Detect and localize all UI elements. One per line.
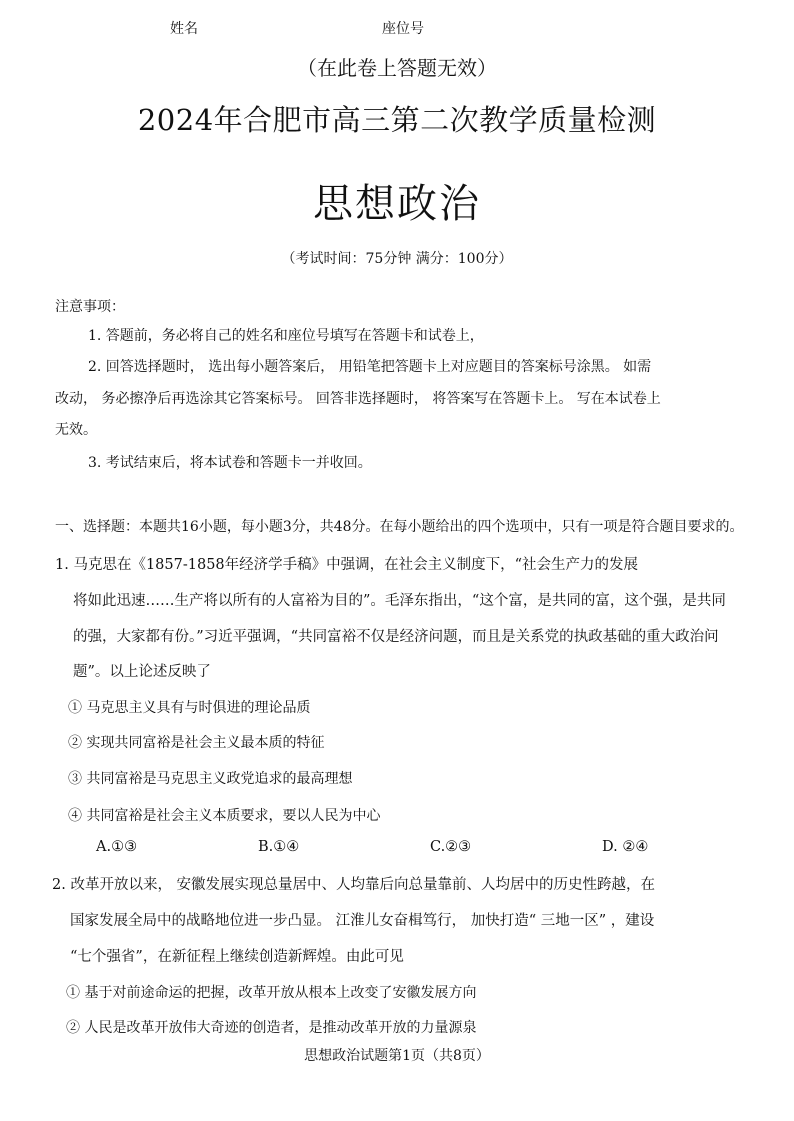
page-footer: 思想政治试题第1页（共8页） bbox=[304, 1048, 490, 1064]
q1-stem-line-4: 题”。以上论述反映了 bbox=[73, 664, 211, 680]
q2-stem-line-3: “七个强省”，在新征程上继续创造新辉煌。由此可见 bbox=[70, 949, 404, 965]
invalid-notice: （在此卷上答题无效） bbox=[297, 56, 497, 80]
q1-choice-c: C.②③ bbox=[430, 839, 472, 855]
instruction-item-2-line-2: 改动， 务必擦净后再选涂其它答案标号。 回答非选择题时， 将答案写在答题卡上。 写在本试卷上 bbox=[55, 391, 661, 407]
instruction-item-3: 3. 考试结束后，将本试卷和答题卡一并收回。 bbox=[88, 455, 372, 471]
q2-stem-line-2: 国家发展全局中的战略地位进一步凸显。 江淮儿女奋楫笃行， 加快打造“ 三地一区” ，建设 bbox=[70, 913, 655, 929]
instruction-item-2-line-3: 无效。 bbox=[55, 422, 97, 438]
q1-stem-line-1: 1. 马克思在《1857-1858年经济学手稿》中强调，在社会主义制度下，“社会生产力的发展 bbox=[55, 557, 639, 573]
subject-title: 思想政治 bbox=[313, 181, 481, 227]
q1-choice-b: B.①④ bbox=[258, 839, 300, 855]
q1-option-2: ② 实现共同富裕是社会主义最本质的特征 bbox=[68, 735, 325, 751]
seat-label: 座位号 bbox=[382, 21, 424, 37]
section-heading: 一、选择题：本题共16小题，每小题3分，共48分。在每小题给出的四个选项中，只有一项是符合题目要求的。 bbox=[55, 519, 744, 535]
exam-title: 2024年合肥市高三第二次教学质量检测 bbox=[137, 103, 657, 137]
q2-option-2: ② 人民是改革开放伟大奇迹的创造者，是推动改革开放的力量源泉 bbox=[66, 1020, 477, 1036]
q1-option-3: ③ 共同富裕是马克思主义政党追求的最高理想 bbox=[68, 771, 353, 787]
q2-option-1: ① 基于对前途命运的把握，改革开放从根本上改变了安徽发展方向 bbox=[66, 985, 477, 1001]
q1-option-4: ④ 共同富裕是社会主义本质要求，要以人民为中心 bbox=[68, 808, 381, 824]
q1-choice-d: D. ②④ bbox=[602, 839, 649, 855]
q1-choice-a: A.①③ bbox=[96, 839, 138, 855]
instructions-heading: 注意事项： bbox=[55, 299, 125, 315]
instruction-item-1: 1. 答题前，务必将自己的姓名和座位号填写在答题卡和试卷上， bbox=[88, 328, 484, 344]
q2-stem-line-1: 2. 改革开放以来， 安徽发展实现总量居中、人均靠后向总量靠前、人均居中的历史性跨越，在 bbox=[52, 877, 656, 893]
q1-stem-line-2: 将如此迅速……生产将以所有的人富裕为目的”。毛泽东指出，“这个富，是共同的富，这个强，是共同 bbox=[73, 593, 726, 609]
instruction-item-2-line-1: 2. 回答选择题时， 选出每小题答案后， 用铅笔把答题卡上对应题目的答案标号涂黑。 如需 bbox=[88, 359, 652, 375]
q1-option-1: ① 马克思主义具有与时俱进的理论品质 bbox=[68, 700, 311, 716]
q1-stem-line-3: 的强，大家都有份。”习近平强调，“共同富裕不仅是经济问题，而且是关系党的执政基础的重大政治问 bbox=[73, 629, 719, 645]
name-label: 姓名 bbox=[170, 21, 198, 37]
exam-time-info: （考试时间：75分钟 满分：100分） bbox=[281, 251, 513, 267]
